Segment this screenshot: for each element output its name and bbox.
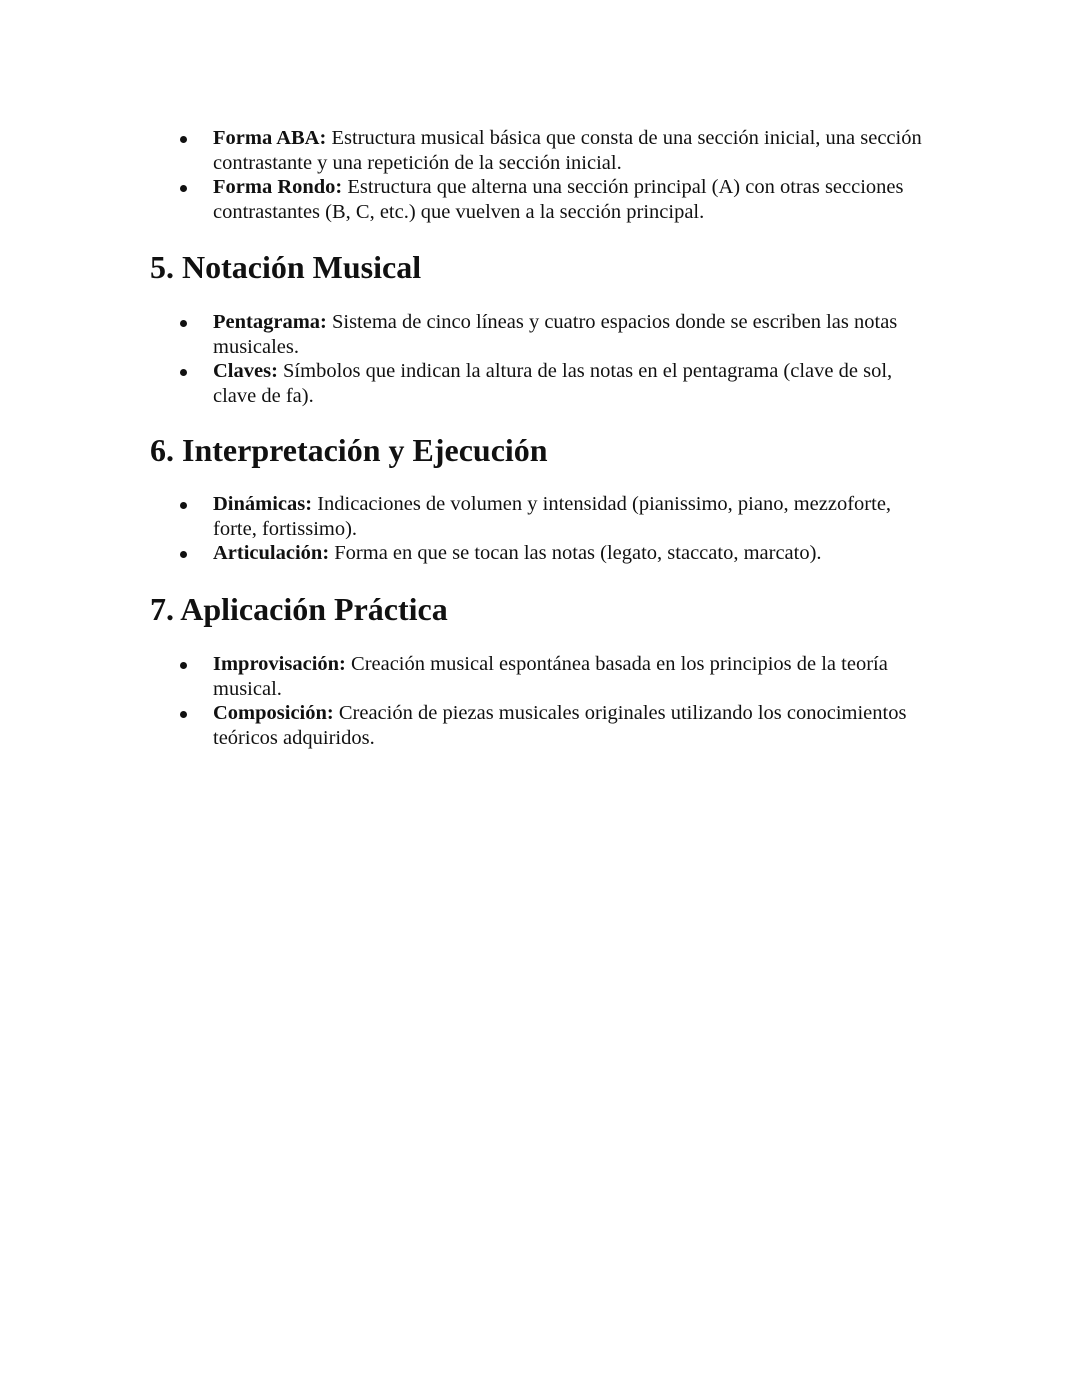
list-item-text: Creación de piezas musicales originales utilizando los conocimientos teóricos adquiridos. bbox=[213, 702, 907, 749]
list-item bbox=[0, 492, 933, 541]
list-item-term: Articulación: bbox=[213, 542, 330, 564]
section-list-notacion bbox=[0, 310, 1080, 408]
list-item bbox=[0, 652, 933, 701]
list-item bbox=[0, 310, 933, 359]
bullet-icon bbox=[180, 320, 187, 327]
list-item-term: Claves: bbox=[213, 360, 278, 382]
list-item bbox=[0, 541, 933, 566]
list-item-term: Pentagrama: bbox=[213, 311, 327, 333]
list-item-text: Estructura que alterna una sección principal (A) con otras secciones contrastantes (B, C, etc.) que vuelven a la sección principal. bbox=[213, 176, 904, 223]
bullet-icon bbox=[180, 502, 187, 509]
section-heading-interpretacion: 6. Interpretación y Ejecución bbox=[150, 432, 548, 468]
list-item-term: Forma ABA: bbox=[213, 127, 327, 149]
bullet-icon bbox=[180, 185, 187, 192]
list-item-text: Forma en que se tocan las notas (legato, staccato, marcato). bbox=[329, 542, 822, 564]
form-list bbox=[0, 126, 1080, 224]
list-item-term: Improvisación: bbox=[213, 653, 346, 675]
bullet-icon bbox=[180, 711, 187, 718]
bullet-icon bbox=[180, 551, 187, 558]
list-item-text: Indicaciones de volumen y intensidad (pianissimo, piano, mezzoforte, forte, fortissimo). bbox=[213, 493, 892, 540]
list-item-text: Estructura musical básica que consta de una sección inicial, una sección contrastante y una repetición de la sección inicial. bbox=[213, 127, 922, 174]
section-heading-aplicacion: 7. Aplicación Práctica bbox=[150, 591, 448, 627]
list-item-term: Forma Rondo: bbox=[213, 176, 343, 198]
section-list-aplicacion bbox=[0, 652, 1080, 750]
list-item-text: Símbolos que indican la altura de las notas en el pentagrama (clave de sol, clave de fa). bbox=[213, 360, 893, 407]
list-item-term: Composición: bbox=[213, 702, 334, 724]
list-item-text: Creación musical espontánea basada en los principios de la teoría musical. bbox=[213, 653, 888, 700]
list-item bbox=[0, 126, 933, 175]
section-list-interpretacion bbox=[0, 492, 1080, 566]
section-heading-notacion: 5. Notación Musical bbox=[150, 249, 422, 285]
list-item bbox=[0, 359, 933, 408]
list-item bbox=[0, 175, 933, 224]
list-item-term: Dinámicas: bbox=[213, 493, 313, 515]
bullet-icon bbox=[180, 136, 187, 143]
list-item-text: Sistema de cinco líneas y cuatro espacios donde se escriben las notas musicales. bbox=[213, 311, 898, 358]
bullet-icon bbox=[180, 369, 187, 376]
list-item bbox=[0, 701, 933, 750]
bullet-icon bbox=[180, 662, 187, 669]
